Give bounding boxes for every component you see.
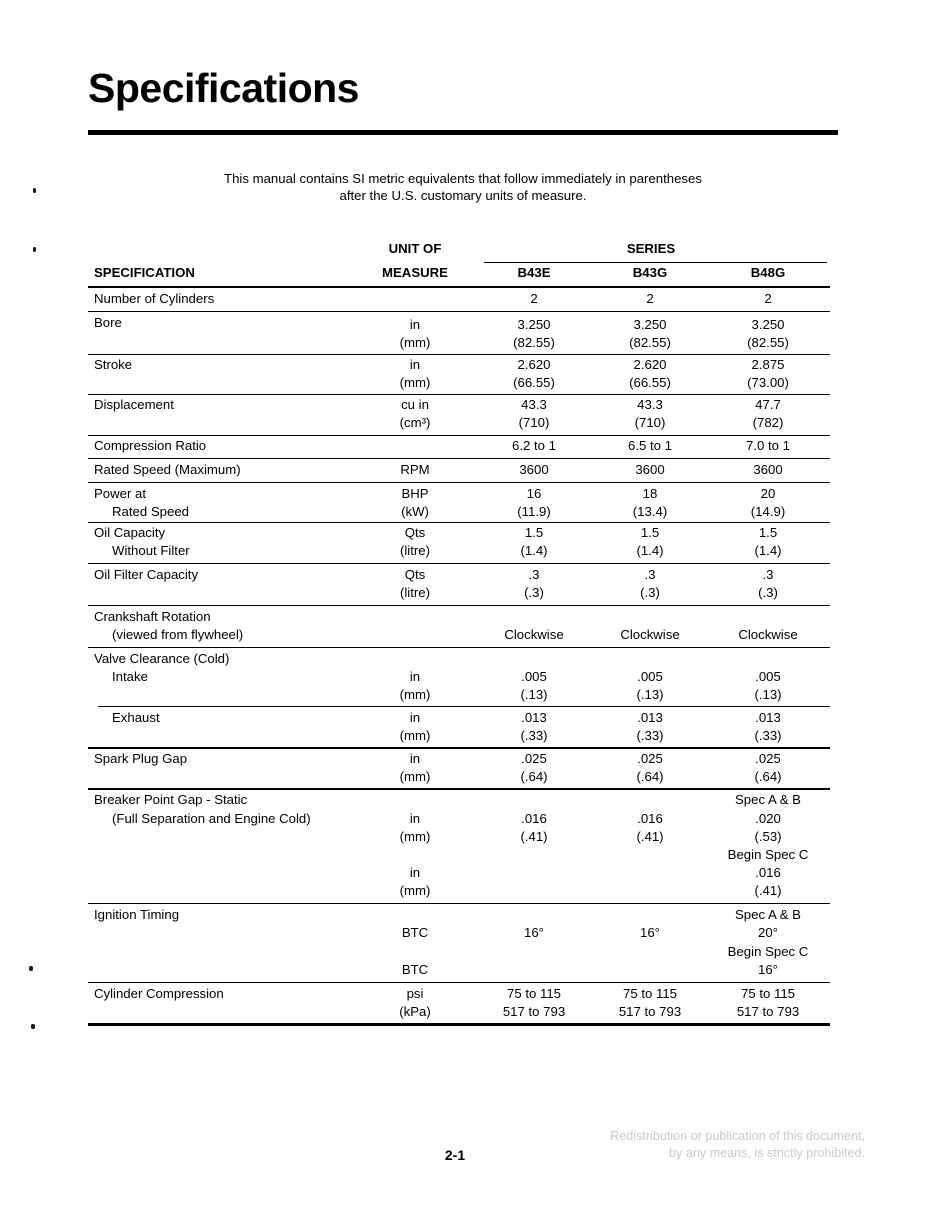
column-header-unit-line-2: MEASURE [382, 265, 448, 280]
cell-compression-unit-psi: psi [406, 986, 424, 1001]
row-rule-indented [98, 706, 830, 707]
cell-exhaust-b48g-in: .013 [755, 710, 781, 725]
cell-ignition-unit-btc-1: BTC [401, 925, 429, 940]
row-label-spark-plug-gap: Spark Plug Gap [94, 751, 188, 766]
header-bottom-rule [88, 286, 830, 288]
row-rule [88, 563, 830, 564]
cell-intake-b43g-mm: (.13) [636, 687, 664, 702]
table-bottom-rule [88, 1023, 830, 1026]
row-rule [88, 605, 830, 606]
cell-rated-speed-unit-rpm: RPM [400, 462, 430, 477]
row-label-oil-capacity-without-filter: Without Filter [112, 543, 190, 558]
cell-intake-b48g-mm: (.13) [754, 687, 782, 702]
cell-oil-filter-b48g-litre: (.3) [758, 585, 778, 600]
row-label-oil-filter-capacity: Oil Filter Capacity [94, 567, 199, 582]
cell-cylinders-b43e: 2 [530, 291, 538, 306]
cell-stroke-b48g-in: 2.875 [751, 357, 785, 372]
cell-oil-capacity-b48g-qts: 1.5 [758, 525, 778, 540]
cell-bore-b48g-mm: (82.55) [747, 335, 789, 350]
row-rule [88, 982, 830, 983]
page-title: Specifications [88, 65, 359, 111]
cell-spark-plug-b48g-in: .025 [755, 751, 781, 766]
cell-oil-capacity-b43e-qts: 1.5 [524, 525, 544, 540]
row-label-breaker-point-gap-note: (Full Separation and Engine Cold) [112, 811, 311, 826]
cell-compression-b48g-psi: 75 to 115 [740, 986, 796, 1001]
cell-oil-capacity-b43g-litre: (1.4) [636, 543, 664, 558]
cell-compression-ratio-b43g: 6.5 to 1 [628, 438, 672, 453]
cell-displacement-b48g-cuin: 47.7 [755, 397, 781, 412]
cell-ignition-b48g-spec-ab-label: Spec A & B [735, 907, 801, 922]
row-label-stroke: Stroke [94, 357, 133, 372]
cell-displacement-unit-cuin: cu in [401, 397, 429, 412]
row-label-bore: Bore [94, 315, 122, 330]
cell-exhaust-b43e-in: .013 [521, 710, 547, 725]
row-rule [88, 458, 830, 459]
cell-oil-filter-unit-qts: Qts [404, 567, 426, 582]
cell-stroke-b43e-in: 2.620 [517, 357, 551, 372]
cell-stroke-b43g-in: 2.620 [633, 357, 667, 372]
cell-compression-b43e-psi: 75 to 115 [506, 986, 562, 1001]
cell-stroke-b43g-mm: (66.55) [629, 375, 671, 390]
cell-exhaust-unit-in: in [409, 710, 421, 725]
cell-exhaust-b43e-mm: (.33) [520, 728, 548, 743]
cell-intake-b43g-in: .005 [637, 669, 663, 684]
cell-breaker-b48g-spec-ab-label: Spec A & B [735, 792, 801, 807]
cell-bore-b43g-in: 3.250 [633, 317, 667, 332]
cell-bore-b43e-in: 3.250 [517, 317, 551, 332]
series-group-rule [484, 262, 827, 263]
cell-cylinders-b48g: 2 [764, 291, 772, 306]
cell-spark-plug-b48g-mm: (.64) [754, 769, 782, 784]
page-number: 2-1 [444, 1147, 466, 1163]
row-rule [88, 435, 830, 436]
cell-oil-filter-b43e-qts: .3 [528, 567, 540, 582]
cell-power-unit-kw: (kW) [401, 504, 429, 519]
cell-bore-unit-in: in [409, 317, 421, 332]
cell-power-b48g-bhp: 20 [760, 486, 776, 501]
title-underline-rule [88, 130, 838, 135]
row-label-crankshaft-rotation: Crankshaft Rotation [94, 609, 211, 624]
cell-oil-filter-unit-litre: (litre) [399, 585, 431, 600]
cell-breaker-b48g-spec-c-mm: (.41) [754, 883, 782, 898]
cell-breaker-unit-mm-1: (mm) [399, 829, 431, 844]
cell-breaker-b48g-spec-c-label: Begin Spec C [727, 847, 809, 862]
cell-ignition-b43g: 16° [640, 925, 660, 940]
cell-breaker-b48g-spec-ab-mm: (.53) [754, 829, 782, 844]
cell-ignition-unit-btc-2: BTC [401, 962, 429, 977]
cell-spark-plug-b43g-in: .025 [637, 751, 663, 766]
cell-ignition-b48g-spec-c-label: Begin Spec C [727, 944, 809, 959]
cell-compression-b48g-kpa: 517 to 793 [736, 1004, 800, 1019]
row-label-oil-capacity: Oil Capacity [94, 525, 166, 540]
cell-stroke-b43e-mm: (66.55) [513, 375, 555, 390]
scan-speck [33, 247, 36, 252]
column-header-specification: SPECIFICATION [94, 265, 195, 280]
cell-breaker-b43g-mm: (.41) [636, 829, 664, 844]
row-label-number-of-cylinders: Number of Cylinders [94, 291, 215, 306]
row-rule [88, 311, 830, 312]
row-label-rated-speed-maximum: Rated Speed (Maximum) [94, 462, 241, 477]
cell-compression-unit-kpa: (kPa) [399, 1004, 431, 1019]
cell-intake-b43e-in: .005 [521, 669, 547, 684]
row-label-cylinder-compression: Cylinder Compression [94, 986, 224, 1001]
cell-displacement-b48g-cm3: (782) [752, 415, 784, 430]
cell-displacement-b43e-cuin: 43.3 [521, 397, 547, 412]
cell-breaker-b43e-mm: (.41) [520, 829, 548, 844]
cell-ignition-b43e: 16° [524, 925, 544, 940]
cell-intake-b43e-mm: (.13) [520, 687, 548, 702]
row-rule [88, 354, 830, 355]
cell-spark-plug-unit-in: in [409, 751, 421, 766]
cell-power-b43g-bhp: 18 [642, 486, 658, 501]
row-rule [88, 394, 830, 395]
column-header-unit-line-1: UNIT OF [388, 241, 442, 256]
cell-compression-ratio-b48g: 7.0 to 1 [746, 438, 790, 453]
cell-breaker-unit-mm-2: (mm) [399, 883, 431, 898]
cell-oil-capacity-b48g-litre: (1.4) [754, 543, 782, 558]
column-header-series-group: SERIES [626, 241, 676, 256]
cell-exhaust-b48g-mm: (.33) [754, 728, 782, 743]
cell-stroke-b48g-mm: (73.00) [747, 375, 789, 390]
cell-displacement-b43e-cm3: (710) [518, 415, 550, 430]
column-header-series-b43e: B43E [517, 265, 551, 280]
cell-bore-b48g-in: 3.250 [751, 317, 785, 332]
cell-spark-plug-b43e-in: .025 [521, 751, 547, 766]
row-rule [88, 903, 830, 904]
cell-oil-filter-b48g-qts: .3 [762, 567, 774, 582]
cell-breaker-unit-in-2: in [409, 865, 421, 880]
cell-power-b43e-kw: (11.9) [517, 504, 551, 519]
row-label-crankshaft-rotation-note: (viewed from flywheel) [112, 627, 244, 642]
row-label-displacement: Displacement [94, 397, 174, 412]
cell-oil-capacity-b43e-litre: (1.4) [520, 543, 548, 558]
cell-bore-b43g-mm: (82.55) [629, 335, 671, 350]
cell-spark-plug-b43g-mm: (.64) [636, 769, 664, 784]
scan-speck [33, 188, 36, 193]
cell-rated-speed-b48g: 3600 [753, 462, 783, 477]
cell-ignition-b48g-spec-ab-value: 20° [758, 925, 778, 940]
row-label-ignition-timing: Ignition Timing [94, 907, 180, 922]
row-rule [88, 788, 830, 790]
watermark-line-2: by any means, is strictly prohibited. [669, 1146, 865, 1160]
cell-breaker-b48g-spec-c-in: .016 [755, 865, 781, 880]
cell-cylinders-b43g: 2 [646, 291, 654, 306]
intro-line-1: This manual contains SI metric equivalents that follow immediately in parentheses [224, 171, 702, 186]
cell-stroke-unit-mm: (mm) [399, 375, 431, 390]
cell-oil-filter-b43g-litre: (.3) [640, 585, 660, 600]
cell-displacement-b43g-cm3: (710) [634, 415, 666, 430]
column-header-series-b48g: B48G [750, 265, 786, 280]
cell-compression-b43g-kpa: 517 to 793 [618, 1004, 682, 1019]
scan-speck [31, 1024, 35, 1029]
row-rule [88, 647, 830, 648]
cell-oil-capacity-b43g-qts: 1.5 [640, 525, 660, 540]
cell-crankshaft-rotation-b43g: Clockwise [620, 627, 680, 642]
cell-power-b48g-kw: (14.9) [750, 504, 786, 519]
row-rule [88, 522, 830, 523]
row-label-valve-clearance-cold: Valve Clearance (Cold) [94, 651, 230, 666]
row-rule [88, 747, 830, 749]
watermark-line-1: Redistribution or publication of this document, [610, 1129, 865, 1143]
cell-compression-b43e-kpa: 517 to 793 [502, 1004, 566, 1019]
cell-breaker-b43g-in: .016 [637, 811, 663, 826]
row-label-power-at: Power at [94, 486, 147, 501]
cell-bore-unit-mm: (mm) [399, 335, 431, 350]
cell-breaker-b43e-in: .016 [521, 811, 547, 826]
cell-spark-plug-b43e-mm: (.64) [520, 769, 548, 784]
cell-oil-capacity-unit-litre: (litre) [399, 543, 431, 558]
cell-oil-filter-b43g-qts: .3 [644, 567, 656, 582]
column-header-series-b43g: B43G [632, 265, 668, 280]
cell-power-b43e-bhp: 16 [526, 486, 542, 501]
cell-rated-speed-b43g: 3600 [635, 462, 665, 477]
intro-line-2: after the U.S. customary units of measure. [339, 188, 587, 203]
cell-oil-capacity-unit-qts: Qts [404, 525, 426, 540]
row-rule [88, 482, 830, 483]
row-label-power-rated-speed: Rated Speed [112, 504, 189, 519]
scan-speck [29, 966, 33, 971]
cell-stroke-unit-in: in [409, 357, 421, 372]
cell-intake-unit-in: in [409, 669, 421, 684]
row-label-compression-ratio: Compression Ratio [94, 438, 207, 453]
cell-displacement-unit-cm3: (cm³) [399, 415, 431, 430]
cell-intake-unit-mm: (mm) [399, 687, 431, 702]
cell-crankshaft-rotation-b48g: Clockwise [738, 627, 798, 642]
intro-note [88, 170, 838, 204]
cell-displacement-b43g-cuin: 43.3 [637, 397, 663, 412]
cell-intake-b48g-in: .005 [755, 669, 781, 684]
cell-ignition-b48g-spec-c-value: 16° [758, 962, 778, 977]
cell-breaker-unit-in-1: in [409, 811, 421, 826]
cell-breaker-b48g-spec-ab-in: .020 [755, 811, 781, 826]
cell-exhaust-b43g-in: .013 [637, 710, 663, 725]
cell-bore-b43e-mm: (82.55) [513, 335, 555, 350]
cell-oil-filter-b43e-litre: (.3) [524, 585, 544, 600]
cell-crankshaft-rotation-b43e: Clockwise [504, 627, 564, 642]
cell-power-b43g-kw: (13.4) [632, 504, 668, 519]
cell-spark-plug-unit-mm: (mm) [399, 769, 431, 784]
cell-exhaust-unit-mm: (mm) [399, 728, 431, 743]
redistribution-watermark [520, 1128, 865, 1162]
cell-rated-speed-b43e: 3600 [519, 462, 549, 477]
row-label-valve-clearance-intake: Intake [112, 669, 148, 684]
cell-exhaust-b43g-mm: (.33) [636, 728, 664, 743]
row-label-valve-clearance-exhaust: Exhaust [112, 710, 160, 725]
cell-compression-ratio-b43e: 6.2 to 1 [512, 438, 556, 453]
cell-compression-b43g-psi: 75 to 115 [622, 986, 678, 1001]
row-label-breaker-point-gap-static: Breaker Point Gap - Static [94, 792, 248, 807]
cell-power-unit-bhp: BHP [401, 486, 429, 501]
